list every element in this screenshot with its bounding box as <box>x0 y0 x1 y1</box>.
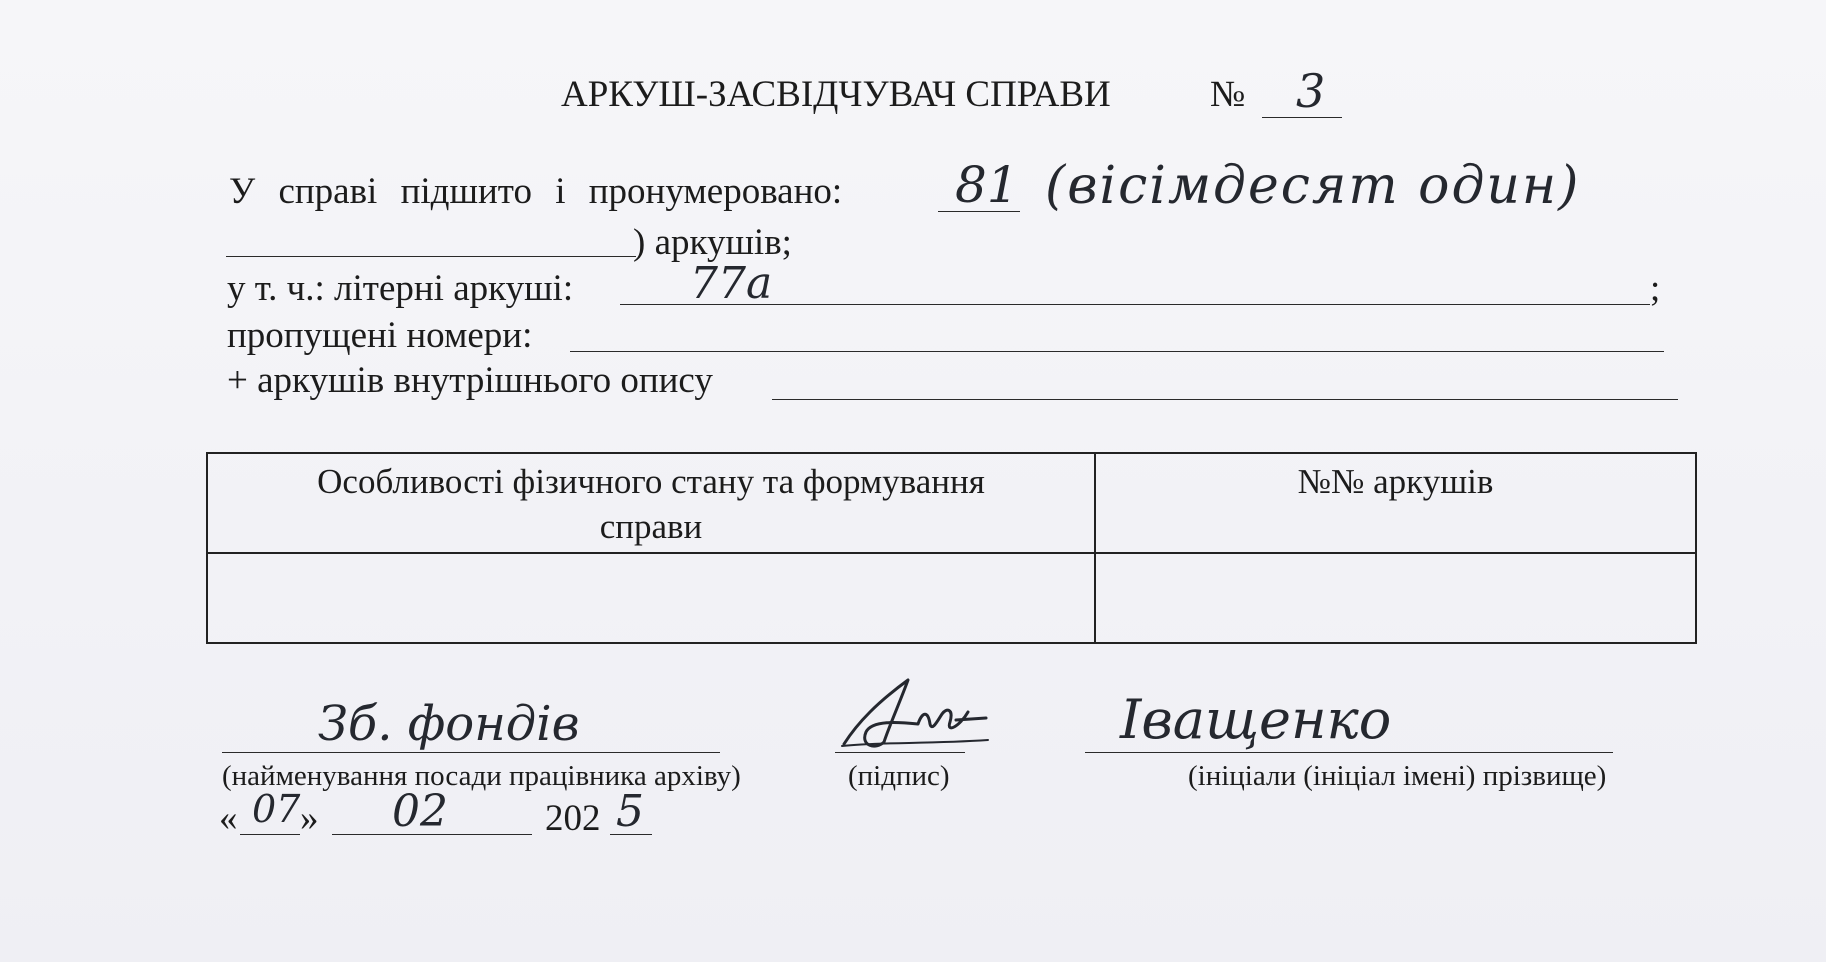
signature-caption: (підпис) <box>848 760 950 792</box>
table-cell-sheet-numbers <box>1095 553 1696 643</box>
name-handwritten: Іващенко <box>1120 688 1392 751</box>
missing-numbers-line <box>570 351 1664 352</box>
sheets-count-handwritten: 81 <box>955 156 1019 214</box>
column-header-physical-state: Особливості фізичного стану та формування справи <box>207 453 1095 553</box>
document-title: АРКУШ-ЗАСВІДЧУВАЧ СПРАВИ <box>561 74 1111 115</box>
date-day-handwritten: 07 <box>252 787 301 831</box>
table-cell-physical-state <box>207 553 1095 643</box>
table-header-row <box>207 453 1696 553</box>
inventory-sheets-line <box>772 399 1678 400</box>
date-open-quote: « <box>219 798 238 839</box>
date-close-quote: » <box>300 798 319 839</box>
name-line <box>1085 752 1613 753</box>
stitched-label: У справі підшито і пронумеровано: <box>229 171 843 212</box>
number-sign: № <box>1210 74 1246 115</box>
table-row <box>207 553 1696 643</box>
case-number-handwritten: 3 <box>1296 64 1326 118</box>
sheets-words-handwritten: (вісімдесят один) <box>1045 156 1581 216</box>
date-day-line <box>240 834 300 835</box>
sheets-suffix: ) аркушів; <box>633 222 792 263</box>
signature-image <box>838 662 998 762</box>
position-line <box>222 752 720 753</box>
position-handwritten: Зб. фондів <box>318 696 580 752</box>
physical-state-table <box>206 452 1697 644</box>
column-header-sheet-numbers: №№ аркушів <box>1095 453 1696 553</box>
lettered-sheets-handwritten: 77а <box>690 258 773 309</box>
name-caption: (ініціали (ініціал імені) прізвище) <box>1188 760 1607 792</box>
sheets-words-continuation-line <box>226 256 636 257</box>
date-month-handwritten: 02 <box>392 786 448 837</box>
lettered-sheets-label: у т. ч.: літерні аркуші: <box>227 268 574 309</box>
date-year-prefix: 202 <box>545 798 601 839</box>
missing-numbers-label: пропущені номери: <box>227 315 533 356</box>
position-caption: (найменування посади працівника архіву) <box>222 760 741 792</box>
lettered-sheets-semicolon: ; <box>1650 268 1661 309</box>
date-year-handwritten: 5 <box>616 786 644 837</box>
lettered-sheets-line <box>620 304 1650 305</box>
inventory-sheets-label: + аркушів внутрішнього опису <box>227 360 713 401</box>
